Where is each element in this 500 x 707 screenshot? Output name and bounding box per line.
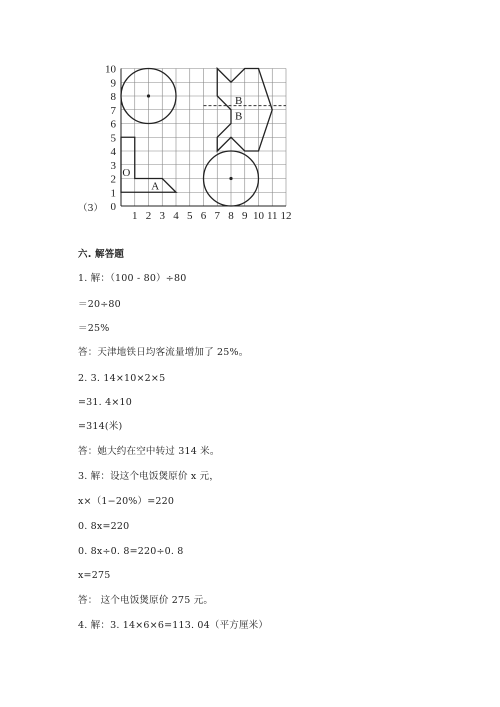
y-tick-label: 2 [110, 173, 116, 186]
x-tick-label: 7 [214, 210, 220, 222]
x-tick-label: 1 [132, 210, 138, 222]
answer-line-7: =314(米) [78, 421, 123, 432]
x-tick-label: 8 [228, 210, 234, 222]
y-tick-label: 5 [110, 132, 116, 145]
sub-question-label: （3） [78, 203, 104, 214]
center-dot [147, 94, 150, 97]
y-tick-label: 4 [110, 146, 116, 158]
answer-line-1: 1. 解：（100 - 80）÷80 [78, 273, 187, 284]
label-b-bottom: B [235, 110, 243, 123]
label-a: A [151, 180, 160, 193]
grid-figure [0, 0, 500, 230]
answer-line-13: x=275 [78, 570, 111, 581]
answer-line-2: ＝20÷80 [78, 299, 121, 310]
y-tick-label: 10 [105, 63, 116, 76]
x-tick-label: 10 [253, 210, 264, 222]
y-tick-label: 7 [110, 104, 116, 117]
y-tick-label: 9 [110, 77, 116, 90]
x-tick-label: 4 [173, 210, 179, 222]
x-tick-label: 5 [187, 210, 193, 222]
answer-line-3: ＝25% [78, 323, 110, 334]
x-tick-label: 2 [145, 210, 152, 222]
origin-label: 0 [110, 201, 116, 213]
y-tick-label: 6 [110, 118, 116, 131]
answer-line-6: =31. 4×10 [78, 397, 132, 408]
answer-line-12: 0. 8x÷0. 8=220÷0. 8 [78, 546, 184, 557]
section-title: 六. 解答题 [78, 249, 125, 260]
label-b-top: B [235, 94, 243, 107]
y-tick-label: 3 [110, 159, 116, 172]
answer-line-15: 4. 解：3. 14×6×6=113. 04（平方厘米） [78, 620, 269, 631]
x-tick-label: 11 [266, 210, 278, 222]
x-tick-label: 6 [200, 210, 207, 222]
x-tick-label: 3 [159, 210, 165, 222]
answer-line-10: x×（1−20%）=220 [78, 496, 175, 507]
answer-line-8: 答：她大约在空中转过 314 米。 [78, 446, 220, 457]
y-tick-label: 1 [110, 187, 116, 200]
axis-ticks [105, 64, 292, 223]
grid-lines [121, 69, 286, 207]
y-tick-label: 8 [110, 91, 116, 103]
label-o: O [122, 166, 131, 179]
answer-line-14: 答： 这个电饭煲原价 275 元。 [78, 595, 214, 606]
answer-line-4: 答：天津地铁日均客流量增加了 25%。 [78, 347, 249, 358]
x-tick-label: 9 [242, 210, 248, 222]
center-dot [229, 177, 232, 180]
answer-line-11: 0. 8x=220 [78, 521, 130, 532]
x-tick-label: 12 [280, 210, 292, 222]
answer-line-9: 3. 解：设这个电饭煲原价 x 元， [78, 471, 220, 482]
answer-line-5: 2. 3. 14×10×2×5 [78, 373, 166, 384]
